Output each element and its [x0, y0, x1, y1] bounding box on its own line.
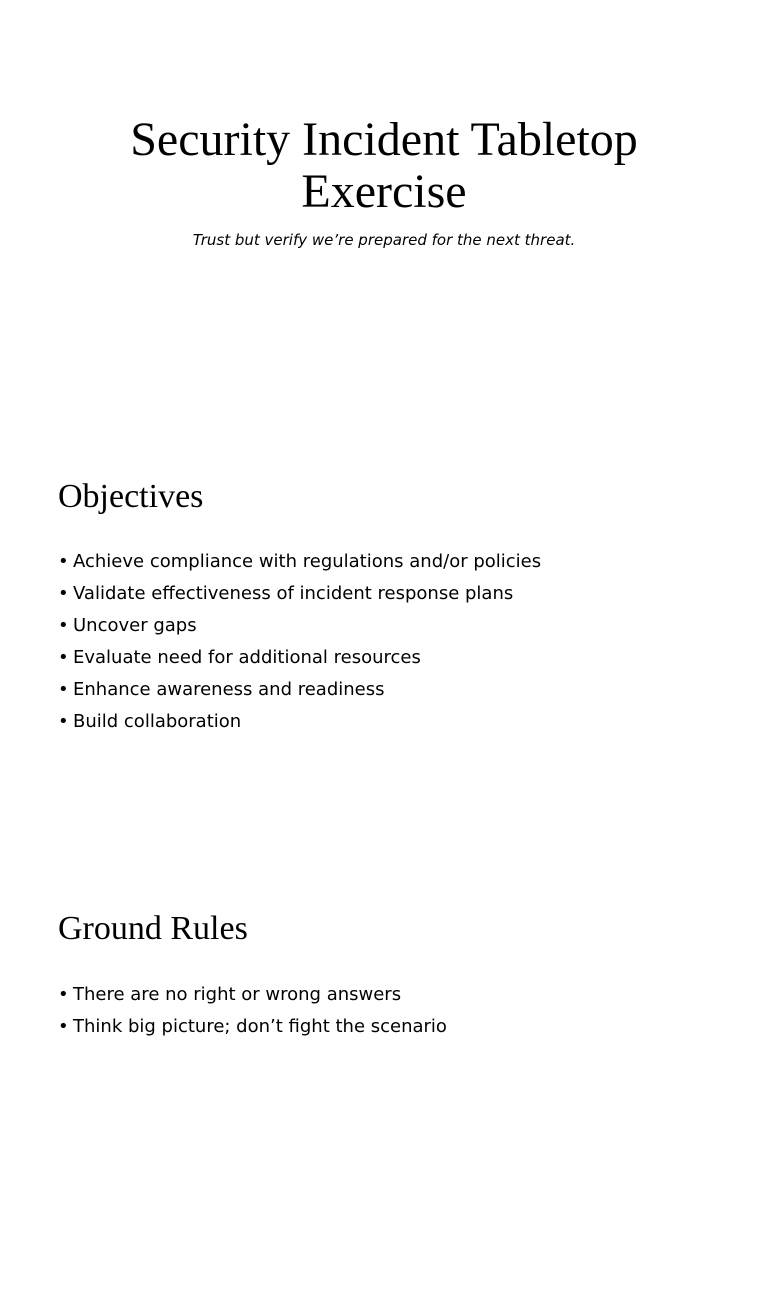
title-slide: [0, 0, 768, 432]
list-item-text: Uncover gaps: [73, 615, 197, 636]
bullet-icon: •: [58, 615, 69, 636]
page-title: [0, 114, 768, 218]
objectives-slide: [0, 432, 768, 864]
bullet-icon: •: [58, 583, 69, 604]
ground-rules-heading: Ground Rules: [58, 910, 248, 947]
list-item-text: There are no right or wrong answers: [73, 984, 402, 1005]
ground-rules-list: [58, 979, 447, 1043]
bullet-icon: •: [58, 1016, 69, 1037]
list-item-text: Achieve compliance with regulations and/or policies: [73, 551, 542, 572]
list-item-text: Evaluate need for additional resources: [73, 647, 421, 668]
list-item-text: Think big picture; don’t fight the scenario: [73, 1016, 447, 1037]
bullet-icon: •: [58, 679, 69, 700]
bullet-icon: •: [58, 551, 69, 572]
list-item: [58, 706, 541, 738]
list-item: [58, 610, 541, 642]
list-item-text: Enhance awareness and readiness: [73, 679, 385, 700]
bullet-icon: •: [58, 647, 69, 668]
bullet-icon: •: [58, 711, 69, 732]
list-item: [58, 1011, 447, 1043]
title-line-2: Exercise: [301, 165, 467, 218]
list-item-text: Build collaboration: [73, 711, 242, 732]
list-item: [58, 979, 447, 1011]
title-line-1: Security Incident Tabletop: [130, 113, 638, 166]
list-item: [58, 674, 541, 706]
list-item: [58, 578, 541, 610]
ground-rules-slide: [0, 864, 768, 1296]
list-item: [58, 642, 541, 674]
list-item: [58, 546, 541, 578]
list-item-text: Validate effectiveness of incident response plans: [73, 583, 514, 604]
subtitle: Trust but verify we’re prepared for the next threat.: [192, 231, 576, 249]
bullet-icon: •: [58, 984, 69, 1005]
objectives-heading: Objectives: [58, 478, 204, 515]
objectives-list: [58, 546, 541, 738]
